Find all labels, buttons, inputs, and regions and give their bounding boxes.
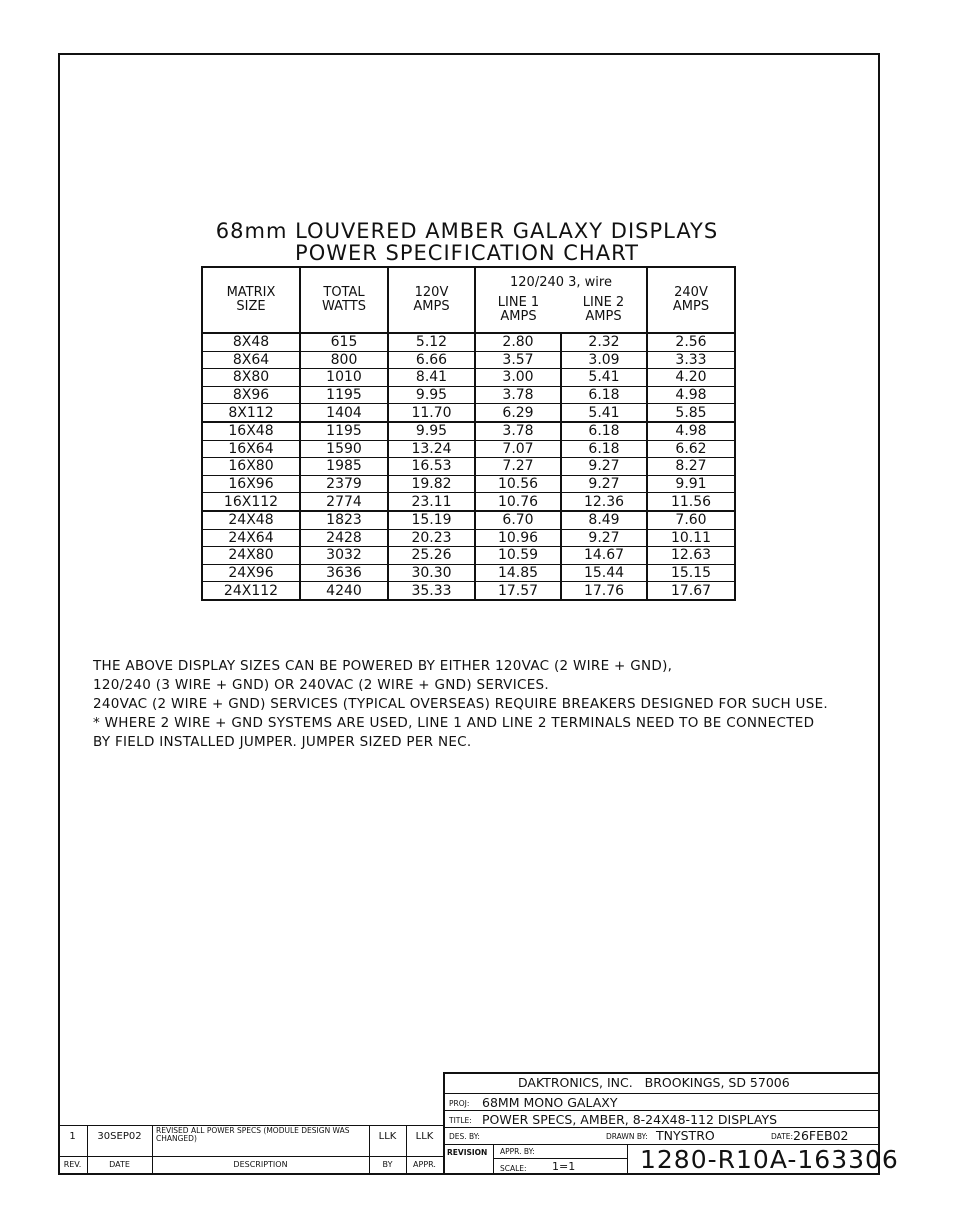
cell-line1-amps: 3.78 — [475, 422, 561, 440]
cell-120v-amps: 35.33 — [388, 582, 475, 600]
note-line: THE ABOVE DISPLAY SIZES CAN BE POWERED BY EITHER 120VAC (2 WIRE + GND), — [93, 658, 673, 674]
cell-total-watts: 800 — [300, 351, 388, 369]
drawn-by-label: DRAWN BY: — [606, 1132, 648, 1141]
proj-label: PROJ: — [449, 1099, 470, 1108]
date-label: DATE: — [771, 1132, 794, 1141]
revision-appr: LLK — [415, 1131, 434, 1142]
project-name: 68MM MONO GALAXY — [482, 1095, 618, 1110]
cell-120v-amps: 13.24 — [388, 440, 475, 458]
cell-line1-amps: 3.78 — [475, 386, 561, 404]
cell-matrix-size: 24X112 — [202, 582, 300, 600]
cell-120v-amps: 8.41 — [388, 369, 475, 387]
cell-240v-amps: 7.60 — [647, 511, 735, 529]
cell-total-watts: 1823 — [300, 511, 388, 529]
note-line: 120/240 (3 WIRE + GND) OR 240VAC (2 WIRE + GND) SERVICES. — [93, 677, 549, 693]
drawing-number: 1280-R10A-163306 — [640, 1145, 899, 1174]
cell-line2-amps: 6.18 — [561, 422, 647, 440]
cell-line1-amps: 14.85 — [475, 564, 561, 582]
cell-120v-amps: 6.66 — [388, 351, 475, 369]
cell-matrix-size: 8X64 — [202, 351, 300, 369]
cell-120v-amps: 9.95 — [388, 386, 475, 404]
label-description: DESCRIPTION — [233, 1160, 288, 1169]
revision-label: REVISION — [447, 1148, 488, 1157]
label-by: BY — [382, 1160, 393, 1169]
note-line: BY FIELD INSTALLED JUMPER. JUMPER SIZED PER NEC. — [93, 734, 472, 750]
cell-matrix-size: 8X96 — [202, 386, 300, 404]
drawn-by: TNYSTRO — [656, 1128, 715, 1143]
table-row — [202, 582, 735, 600]
table-row — [202, 333, 735, 351]
cell-total-watts: 3032 — [300, 547, 388, 565]
cell-matrix-size: 24X64 — [202, 529, 300, 547]
cell-matrix-size: 24X96 — [202, 564, 300, 582]
revision-by: LLK — [378, 1131, 397, 1142]
cell-line2-amps: 15.44 — [561, 564, 647, 582]
cell-line2-amps: 3.09 — [561, 351, 647, 369]
table-row — [202, 529, 735, 547]
cell-line1-amps: 10.76 — [475, 493, 561, 511]
cell-120v-amps: 25.26 — [388, 547, 475, 565]
cell-total-watts: 4240 — [300, 582, 388, 600]
cell-line1-amps: 6.70 — [475, 511, 561, 529]
header-120-240-group: 120/240 3, wire LINE 1 AMPS LINE 2 AMPS — [475, 267, 647, 333]
cell-total-watts: 1010 — [300, 369, 388, 387]
cell-total-watts: 3636 — [300, 564, 388, 582]
cell-line2-amps: 9.27 — [561, 458, 647, 476]
cell-240v-amps: 11.56 — [647, 493, 735, 511]
table-row — [202, 386, 735, 404]
cell-line1-amps: 6.29 — [475, 404, 561, 422]
cell-total-watts: 1195 — [300, 422, 388, 440]
cell-line2-amps: 9.27 — [561, 529, 647, 547]
cell-line1-amps: 3.00 — [475, 369, 561, 387]
cell-line2-amps: 5.41 — [561, 369, 647, 387]
revision-number: 1 — [69, 1131, 76, 1142]
header-total-watts: TOTAL WATTS — [300, 267, 388, 333]
cell-line2-amps: 8.49 — [561, 511, 647, 529]
power-spec-table — [201, 266, 736, 601]
cell-240v-amps: 4.98 — [647, 422, 735, 440]
scale-value: 1=1 — [552, 1160, 576, 1173]
chart-title-line-1: 68mm LOUVERED AMBER GALAXY DISPLAYS — [215, 219, 719, 243]
cell-line1-amps: 10.56 — [475, 475, 561, 493]
cell-matrix-size: 16X96 — [202, 475, 300, 493]
cell-line1-amps: 7.07 — [475, 440, 561, 458]
cell-line1-amps: 3.57 — [475, 351, 561, 369]
cell-matrix-size: 24X48 — [202, 511, 300, 529]
table-row — [202, 351, 735, 369]
chart-title-line-2: POWER SPECIFICATION CHART — [295, 241, 639, 265]
cell-total-watts: 2774 — [300, 493, 388, 511]
table-row — [202, 404, 735, 422]
revision-description: REVISED ALL POWER SPECS (MODULE DESIGN WAS CHANGED) — [156, 1126, 350, 1143]
table-row — [202, 369, 735, 387]
drawing-title: POWER SPECS, AMBER, 8-24X48-112 DISPLAYS — [482, 1112, 778, 1127]
label-date: DATE — [109, 1160, 130, 1169]
table-row — [202, 547, 735, 565]
cell-total-watts: 1404 — [300, 404, 388, 422]
cell-120v-amps: 20.23 — [388, 529, 475, 547]
cell-matrix-size: 24X80 — [202, 547, 300, 565]
note-line: 240VAC (2 WIRE + GND) SERVICES (TYPICAL OVERSEAS) REQUIRE BREAKERS DESIGNED FOR SUCH USE. — [93, 696, 829, 712]
cell-120v-amps: 5.12 — [388, 333, 475, 351]
cell-240v-amps: 4.98 — [647, 386, 735, 404]
cell-240v-amps: 17.67 — [647, 582, 735, 600]
cell-120v-amps: 15.19 — [388, 511, 475, 529]
cell-total-watts: 1590 — [300, 440, 388, 458]
cell-240v-amps: 2.56 — [647, 333, 735, 351]
cell-total-watts: 1985 — [300, 458, 388, 476]
table-row — [202, 564, 735, 582]
des-by-label: DES. BY: — [449, 1132, 480, 1141]
cell-line1-amps: 10.96 — [475, 529, 561, 547]
table-row — [202, 493, 735, 511]
cell-line1-amps: 17.57 — [475, 582, 561, 600]
cell-matrix-size: 8X80 — [202, 369, 300, 387]
cell-line2-amps: 6.18 — [561, 386, 647, 404]
header-120v-amps: 120V AMPS — [388, 267, 475, 333]
cell-total-watts: 615 — [300, 333, 388, 351]
cell-240v-amps: 9.91 — [647, 475, 735, 493]
title-label: TITLE: — [449, 1116, 472, 1125]
company-name: DAKTRONICS, INC. BROOKINGS, SD 57006 — [518, 1075, 790, 1090]
revision-date: 30SEP02 — [97, 1131, 142, 1142]
cell-line1-amps: 2.80 — [475, 333, 561, 351]
cell-120v-amps: 30.30 — [388, 564, 475, 582]
cell-120v-amps: 23.11 — [388, 493, 475, 511]
cell-line2-amps: 9.27 — [561, 475, 647, 493]
cell-matrix-size: 8X112 — [202, 404, 300, 422]
label-appr: APPR. — [413, 1160, 436, 1169]
cell-line2-amps: 2.32 — [561, 333, 647, 351]
cell-240v-amps: 3.33 — [647, 351, 735, 369]
drawing-date: 26FEB02 — [793, 1128, 849, 1143]
cell-120v-amps: 19.82 — [388, 475, 475, 493]
cell-line2-amps: 5.41 — [561, 404, 647, 422]
cell-240v-amps: 15.15 — [647, 564, 735, 582]
table-row — [202, 511, 735, 529]
notes-block — [93, 657, 873, 752]
note-line: * WHERE 2 WIRE + GND SYSTEMS ARE USED, LINE 1 AND LINE 2 TERMINALS NEED TO BE CONNECTED — [93, 715, 815, 731]
cell-line2-amps: 17.76 — [561, 582, 647, 600]
cell-matrix-size: 16X112 — [202, 493, 300, 511]
table-row — [202, 422, 735, 440]
cell-matrix-size: 8X48 — [202, 333, 300, 351]
cell-120v-amps: 9.95 — [388, 422, 475, 440]
cell-240v-amps: 6.62 — [647, 440, 735, 458]
cell-matrix-size: 16X48 — [202, 422, 300, 440]
cell-240v-amps: 10.11 — [647, 529, 735, 547]
cell-line1-amps: 7.27 — [475, 458, 561, 476]
cell-120v-amps: 16.53 — [388, 458, 475, 476]
cell-line1-amps: 10.59 — [475, 547, 561, 565]
cell-matrix-size: 16X64 — [202, 440, 300, 458]
cell-240v-amps: 5.85 — [647, 404, 735, 422]
appr-by-label: APPR. BY: — [500, 1147, 535, 1156]
cell-line2-amps: 6.18 — [561, 440, 647, 458]
cell-matrix-size: 16X80 — [202, 458, 300, 476]
label-rev: REV. — [63, 1160, 82, 1169]
cell-total-watts: 1195 — [300, 386, 388, 404]
header-240v-amps: 240V AMPS — [647, 267, 735, 333]
header-matrix-size: MATRIX SIZE — [202, 267, 300, 333]
cell-total-watts: 2379 — [300, 475, 388, 493]
scale-label: SCALE: — [500, 1164, 527, 1173]
cell-total-watts: 2428 — [300, 529, 388, 547]
cell-120v-amps: 11.70 — [388, 404, 475, 422]
cell-240v-amps: 4.20 — [647, 369, 735, 387]
table-row — [202, 440, 735, 458]
table-row — [202, 475, 735, 493]
cell-240v-amps: 8.27 — [647, 458, 735, 476]
cell-240v-amps: 12.63 — [647, 547, 735, 565]
table-row — [202, 458, 735, 476]
cell-line2-amps: 14.67 — [561, 547, 647, 565]
cell-line2-amps: 12.36 — [561, 493, 647, 511]
